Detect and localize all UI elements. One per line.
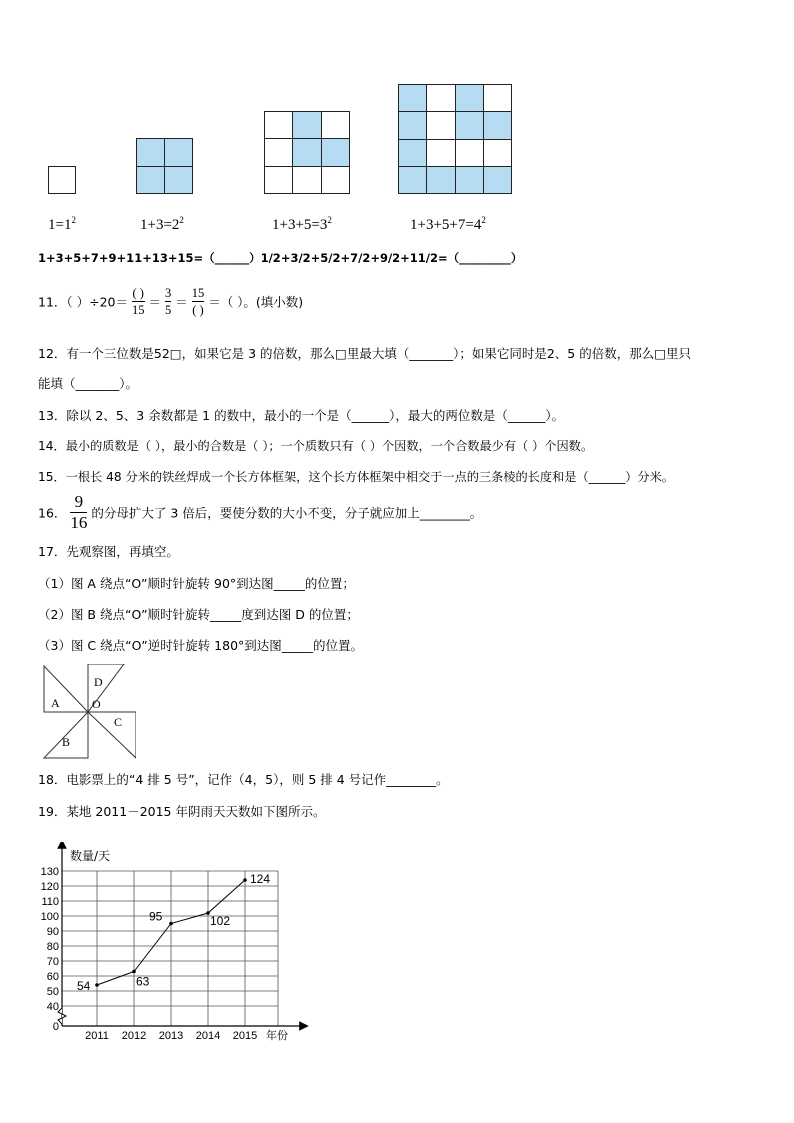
- chart-series: [77, 872, 270, 993]
- square-label-1: $1=1^2$: [48, 215, 76, 233]
- x-tick-label: 2014: [195, 1030, 221, 1042]
- square-4x4: [398, 84, 512, 194]
- answer-blank[interactable]: _________: [459, 251, 511, 265]
- question-14: 14．最小的质数是（ ），最小的合数是（ ）；一个质数只有（ ）个因数，一个合数最少有（ ）个因数。: [38, 439, 594, 453]
- data-label: 63: [136, 974, 150, 989]
- rainy-days-line-chart: [34, 842, 314, 1047]
- answer-blank[interactable]: ______: [214, 251, 250, 265]
- y-tick-label: 0: [52, 1021, 59, 1033]
- question-17-sub3: （3）图 C 绕点“O”逆时针旋转 180°到达图_____的位置。: [38, 638, 364, 653]
- question-11: 11．（ ）÷20＝ ( ) 15 ＝ $\frac{3}{5}$ ＝ 15 ( ) ＝（ ）。(填小数): [38, 286, 304, 317]
- question-15: 15．一根长 48 分米的铁丝焊成一个长方体框架，这个长方体框架中相交于一点的三条棱的长度和是（______）分米。: [38, 470, 674, 484]
- question-16: 16． $\frac{9}{16}$ 的分母扩大了 3 倍后，要使分数的大小不变，分子就应加上________。: [38, 492, 483, 532]
- question-13: 13．除以 2、5、3 余数都是 1 的数中，最小的一个是（______），最大的两位数是（______）。: [38, 408, 565, 423]
- pinwheel-figure: [40, 664, 136, 760]
- y-tick-label: 50: [46, 986, 59, 998]
- label-b: B: [62, 735, 71, 749]
- question-17-sub1: （1）图 A 绕点“O”顺时针旋转 90°到达图_____的位置；: [38, 576, 355, 591]
- square-1x1: [48, 166, 76, 194]
- y-tick-label: 100: [40, 911, 59, 923]
- data-point: [132, 970, 136, 974]
- y-tick-label: 130: [40, 866, 59, 878]
- question-19: 19．某地 2011－2015 年阴雨天天数如下图所示。: [38, 804, 326, 819]
- square-label-2: $1+3=2^2$: [140, 215, 184, 233]
- chart-xlabel: 年份: [266, 1029, 288, 1042]
- y-tick-label: 70: [46, 956, 59, 968]
- fraction-blank-over-15: ( ) 15: [132, 286, 145, 317]
- chart-ticks: [41, 866, 258, 1042]
- question-18: 18．电影票上的“4 排 5 号”，记作（4，5），则 5 排 4 号记作________。: [38, 772, 449, 787]
- data-label: 102: [210, 914, 231, 928]
- label-o: O: [92, 697, 101, 711]
- y-tick-label: 90: [46, 926, 59, 938]
- axis-break-mark: [58, 1008, 66, 1024]
- data-label: 54: [77, 979, 91, 993]
- label-d: D: [94, 675, 103, 689]
- chart-ylabel: 数量/天: [70, 849, 111, 863]
- x-tick-label: 2015: [232, 1030, 258, 1042]
- label-a: A: [51, 696, 60, 710]
- y-tick-label: 60: [46, 971, 59, 983]
- data-point: [95, 983, 99, 987]
- x-tick-label: 2012: [121, 1030, 147, 1042]
- square-label-3: $1+3+5=3^2$: [272, 215, 332, 233]
- chart-grid: [62, 871, 278, 1026]
- fraction-15-over-blank: 15 ( ): [191, 286, 205, 317]
- question-12-line1: 12．有一个三位数是52□，如果它是 3 的倍数，那么□里最大填（_______）；如果它同时是2、5 的倍数，那么□里只: [38, 346, 692, 361]
- question-10-sums: 1+3+5+7+9+11+13+15=（______）1/2+3/2+5/2+7/2+9/2+11/2=（_________）: [38, 251, 523, 265]
- fraction-3-5: $\frac{3}{5}$: [164, 286, 172, 317]
- fraction-9-16: $\frac{9}{16}$: [70, 492, 88, 532]
- data-label: 95: [149, 909, 163, 924]
- square-2x2: [136, 138, 193, 194]
- data-label: 124: [250, 872, 271, 886]
- question-17-title: 17．先观察图，再填空。: [38, 544, 179, 559]
- square-label-4: $1+3+5+7=4^2$: [410, 215, 486, 233]
- data-point: [169, 922, 173, 926]
- square-3x3: [264, 111, 350, 194]
- y-tick-label: 80: [46, 941, 59, 953]
- x-tick-label: 2013: [158, 1030, 184, 1042]
- question-12-line2: 能填（_______）。: [38, 376, 139, 391]
- label-c: C: [114, 715, 123, 729]
- triangle-c: [88, 712, 136, 758]
- y-tick-label: 110: [41, 896, 59, 908]
- y-tick-label: 40: [46, 1001, 59, 1013]
- x-tick-label: 2011: [85, 1030, 109, 1042]
- question-17-sub2: （2）图 B 绕点“O”顺时针旋转_____度到达图 D 的位置；: [38, 607, 359, 622]
- y-tick-label: 120: [40, 881, 59, 893]
- data-point: [243, 878, 247, 882]
